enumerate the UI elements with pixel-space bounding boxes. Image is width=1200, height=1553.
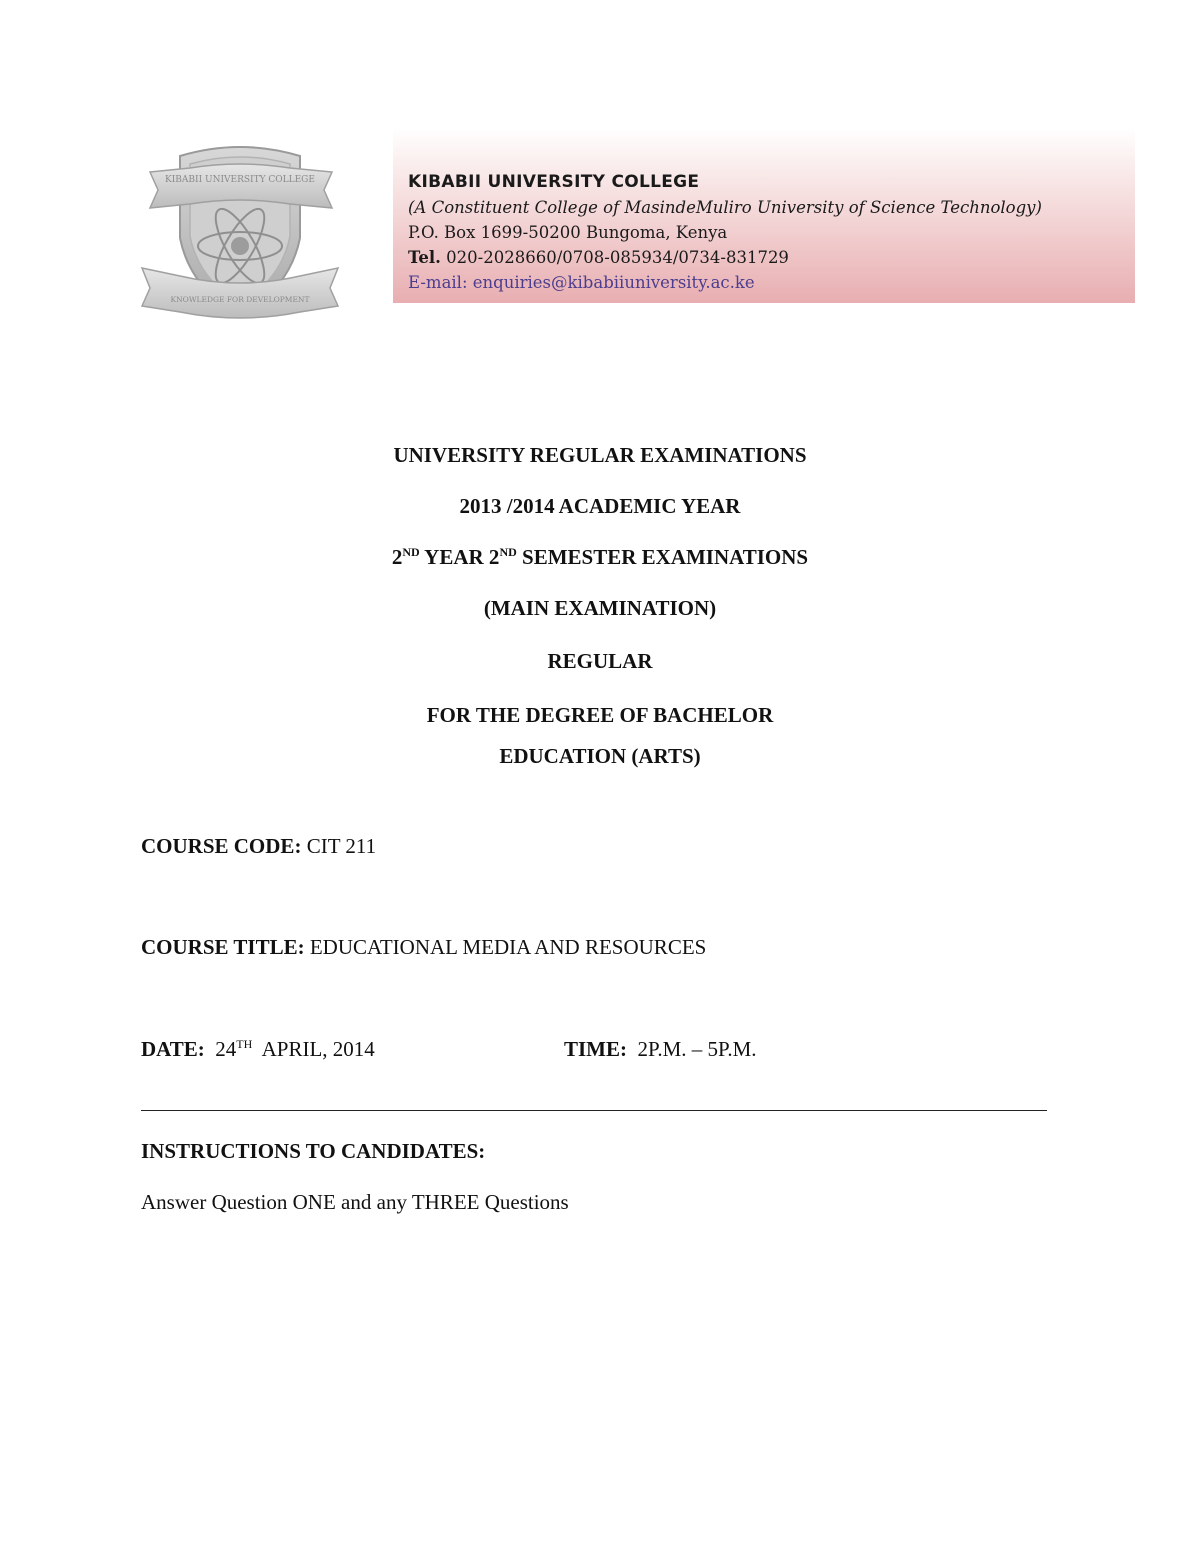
course-title-label: COURSE TITLE: [141,935,305,959]
telephone-line [408,245,1128,270]
course-code-value: CIT 211 [301,834,377,858]
constituent-note: (A Constituent College of MasindeMuliro University of Science Technology) [408,198,1042,217]
academic-year-title: 2013 /2014 ACADEMIC YEAR [459,494,741,518]
mode-title: REGULAR [547,649,653,673]
crest-top-text: KIBABII UNIVERSITY COLLEGE [165,175,315,185]
course-title-line [141,935,706,960]
crest-motto: KNOWLEDGE FOR DEVELOPMENT [170,295,310,304]
course-code-label: COURSE CODE: [141,834,302,858]
header-text-block [408,170,1128,295]
course-code-line [141,834,376,859]
tel-label: Tel. [408,248,441,267]
time-value: 2P.M. – 5P.M. [627,1037,757,1061]
time-line [564,1037,757,1062]
instructions-title: INSTRUCTIONS TO CANDIDATES: [141,1139,486,1163]
exam-type-title: UNIVERSITY REGULAR EXAMINATIONS [393,443,807,467]
main-exam-title: (MAIN EXAMINATION) [483,596,717,620]
institution-name: KIBABII UNIVERSITY COLLEGE [408,172,700,192]
instructions-text: Answer Question ONE and any THREE Questions [141,1190,569,1214]
year-semester-title: 2ND YEAR 2ND SEMESTER EXAMINATIONS [391,545,809,569]
degree-line-1: FOR THE DEGREE OF BACHELOR [426,703,774,727]
date-line: DATE: 24TH APRIL, 2014 [141,1037,375,1061]
university-crest-logo [140,138,340,320]
date-label: DATE: [141,1037,205,1061]
course-title-value: EDUCATIONAL MEDIA AND RESOURCES [304,935,707,959]
time-label: TIME: [564,1037,627,1061]
tel-numbers: 020-2028660/0708-085934/0734-831729 [446,248,789,267]
horizontal-divider [141,1110,1047,1111]
email-line[interactable]: E-mail: enquiries@kibabiiuniversity.ac.ke [408,273,755,292]
postal-address: P.O. Box 1699-50200 Bungoma, Kenya [408,223,728,242]
degree-line-2: EDUCATION (ARTS) [499,744,701,768]
